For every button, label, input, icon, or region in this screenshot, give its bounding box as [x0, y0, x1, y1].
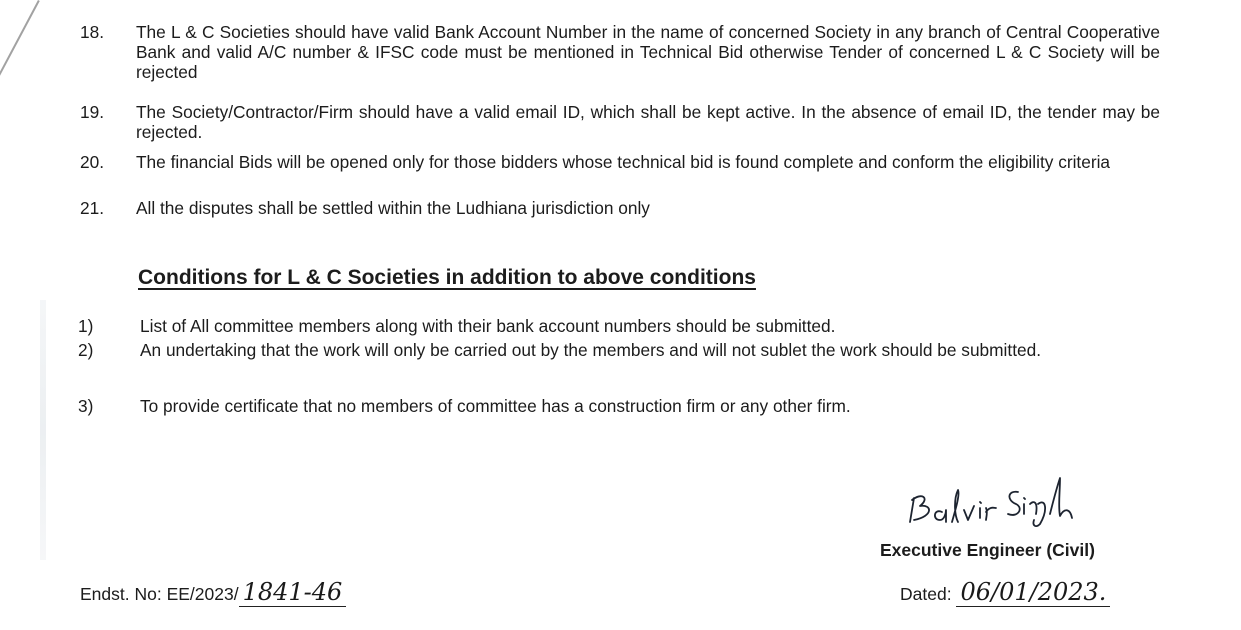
signature-drawing	[900, 468, 1080, 530]
endorsement-handwritten-number: 1841-46	[239, 578, 347, 607]
condition-text: An undertaking that the work will only be carried out by the members and will not sublet the work should be submitted.	[140, 340, 1042, 360]
condition-text: List of All committee members along with their bank account numbers should be submitted.	[140, 316, 836, 336]
conditions-heading: Conditions for L & C Societies in addition to above conditions	[138, 266, 756, 289]
condition-number: 2)	[78, 340, 94, 360]
dated-line	[900, 578, 1110, 606]
term-item-18	[80, 22, 1160, 82]
scan-edge-shade	[40, 300, 46, 560]
term-number: 20.	[80, 152, 105, 172]
condition-item-1	[78, 316, 1160, 336]
condition-text: To provide certificate that no members of committee has a construction firm or any other firm.	[140, 396, 851, 416]
term-text: All the disputes shall be settled within the Ludhiana jurisdiction only	[136, 198, 650, 218]
term-text: The L & C Societies should have valid Bank Account Number in the name of concerned Society in any branch of Central Cooperative Bank and valid A/C number & IFSC code must be mentioned in Technical Bid otherwise Tender of concerned L & C Society will be rejected	[136, 22, 1160, 82]
condition-item-2	[78, 340, 1160, 360]
term-item-20	[80, 152, 1160, 172]
term-number: 21.	[80, 198, 105, 218]
margin-pencil-stroke	[0, 0, 40, 98]
term-text: The Society/Contractor/Firm should have a valid email ID, which shall be kept active. In the absence of email ID, the tender may be rejected.	[136, 102, 1160, 142]
condition-number: 3)	[78, 396, 94, 416]
term-item-19	[80, 102, 1160, 142]
dated-label: Dated:	[900, 584, 952, 604]
endorsement-label: Endst. No: EE/2023/	[80, 584, 239, 604]
handwritten-date: 06/01/2023.	[956, 578, 1110, 607]
term-number: 19.	[80, 102, 105, 122]
designation-label: Executive Engineer (Civil)	[880, 540, 1095, 560]
endorsement-line	[80, 578, 346, 606]
term-item-21	[80, 198, 1160, 218]
condition-number: 1)	[78, 316, 94, 336]
handwritten-signature	[900, 468, 1080, 530]
term-text: The financial Bids will be opened only for those bidders whose technical bid is found complete and conform the eligibility criteria	[136, 152, 1111, 172]
term-number: 18.	[80, 22, 105, 42]
condition-item-3	[78, 396, 1160, 416]
